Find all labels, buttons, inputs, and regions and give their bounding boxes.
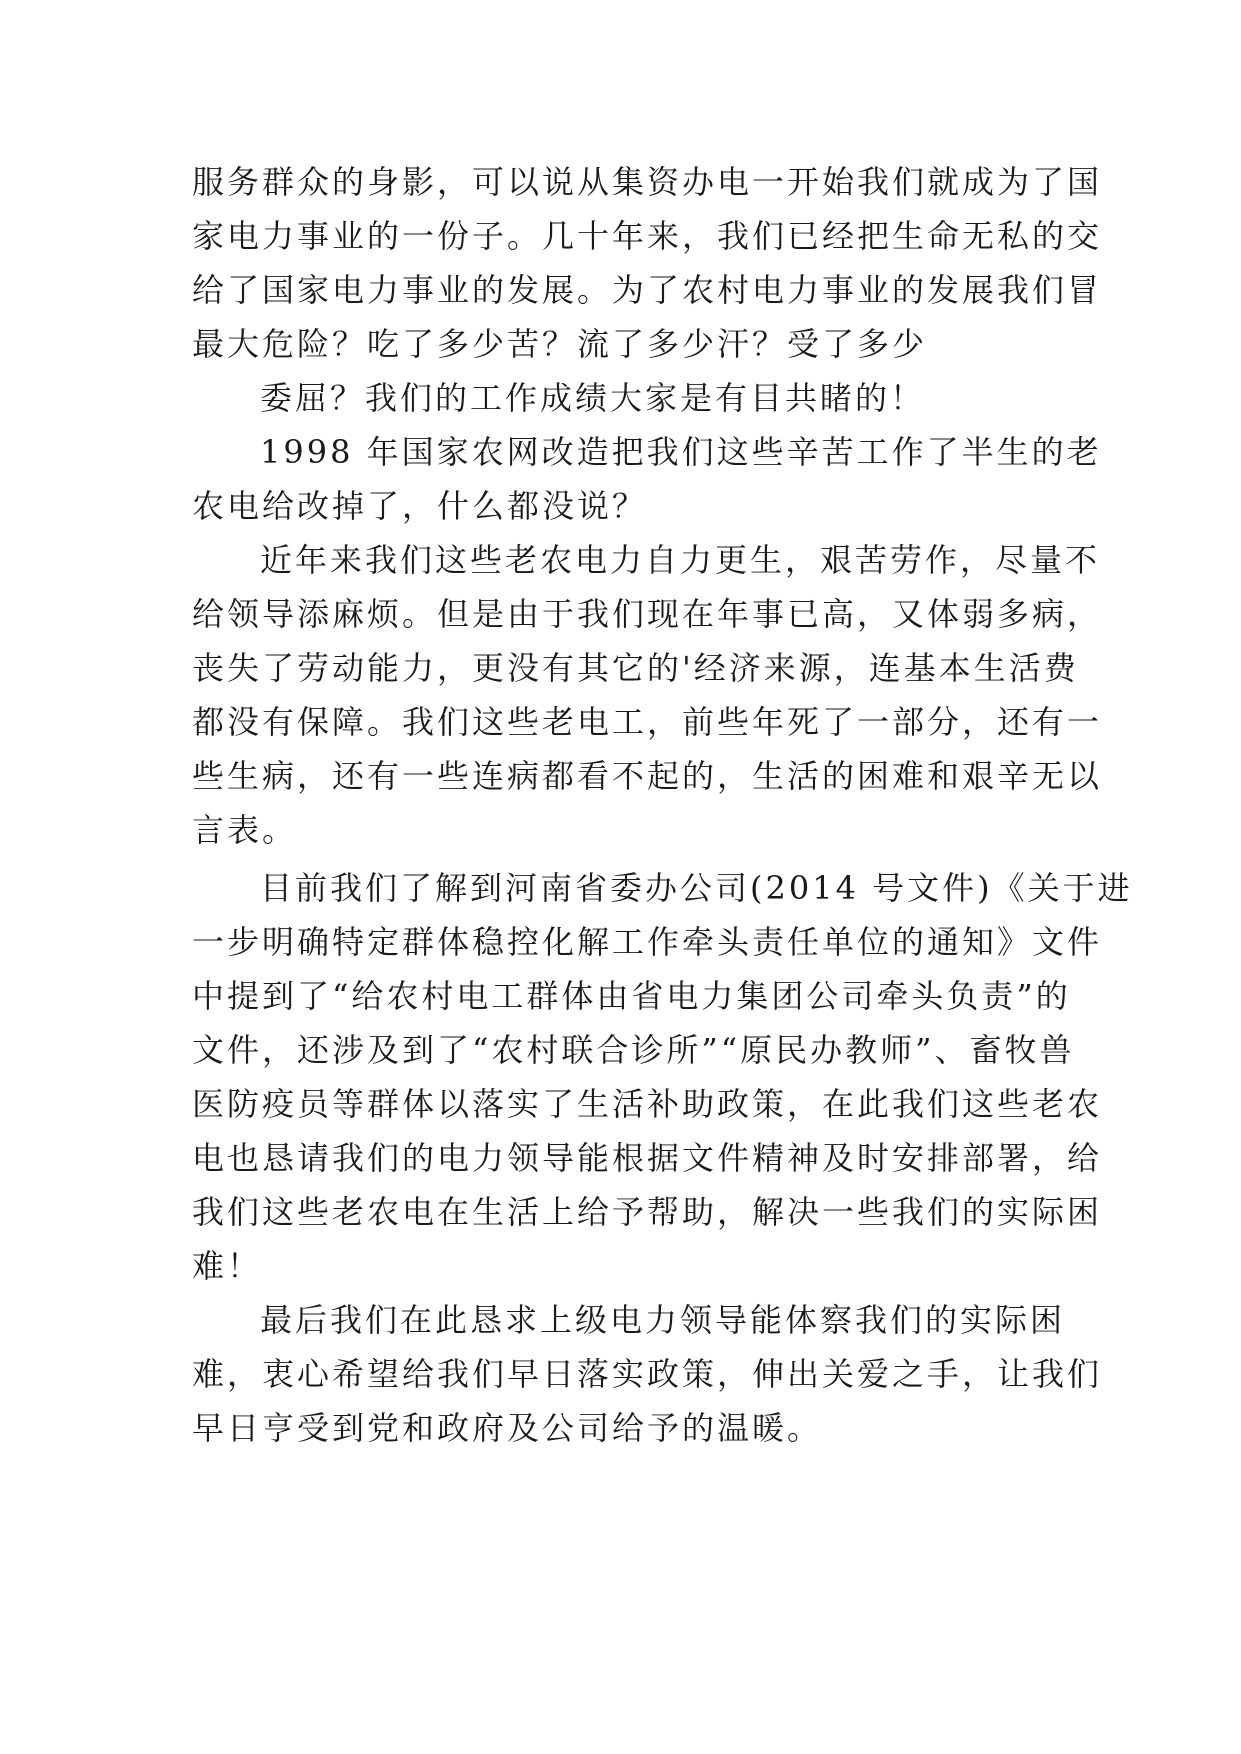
text-line: 目前我们了解到河南省委办公司(2014 号文件)《关于进 [260, 869, 1133, 907]
text-line: 农电给改掉了，什么都没说？ [192, 487, 648, 525]
text-line: 1998 年国家农网改造把我们这些辛苦工作了半生的老 [260, 433, 1102, 471]
text-line: 医防疫员等群体以落实了生活补助政策，在此我们这些老农 [192, 1085, 1103, 1123]
text-line: 中提到了“给农村电工群体由省电力集团公司牵头负责”的 [192, 977, 1071, 1015]
text-line: 都没有保障。我们这些老电工，前些年死了一部分，还有一 [192, 703, 1103, 741]
text-line: 给了国家电力事业的发展。为了农村电力事业的发展我们冒 [192, 271, 1103, 309]
text-line: 些生病，还有一些连病都看不起的，生活的困难和艰辛无以 [192, 757, 1103, 795]
text-line: 最后我们在此恳求上级电力领导能体察我们的实际困 [260, 1301, 1066, 1339]
text-line: 近年来我们这些老农电力自力更生，艰苦劳作，尽量不 [260, 541, 1101, 579]
text-line: 一步明确特定群体稳控化解工作牵头责任单位的通知》文件 [192, 923, 1103, 961]
text-line: 电也恳请我们的电力领导能根据文件精神及时安排部署，给 [192, 1139, 1103, 1177]
text-line: 家电力事业的一份子。几十年来，我们已经把生命无私的交 [192, 217, 1103, 255]
text-line: 难！ [192, 1247, 263, 1285]
text-line: 丧失了劳动能力，更没有其它的'经济来源，连基本生活费 [192, 649, 1079, 687]
text-line: 早日亨受到党和政府及公司给予的温暖。 [192, 1409, 823, 1447]
text-line: 服务群众的身影，可以说从集资办电一开始我们就成为了国 [192, 163, 1103, 201]
text-line: 委屈？我们的工作成绩大家是有目共睹的！ [260, 379, 926, 417]
text-line: 难，衷心希望给我们早日落实政策，伸出关爱之手，让我们 [192, 1355, 1103, 1393]
text-line: 文件，还涉及到了“农村联合诊所”“原民办教师”、畜牧兽 [192, 1031, 1075, 1069]
text-line: 最大危险？吃了多少苦？流了多少汗？受了多少 [192, 325, 928, 363]
text-line: 我们这些老农电在生活上给予帮助，解决一些我们的实际困 [192, 1193, 1103, 1231]
document-body [192, 155, 1133, 1455]
text-line: 给领导添麻烦。但是由于我们现在年事已高，又体弱多病， [192, 595, 1103, 633]
text-line: 言表。 [192, 811, 298, 849]
